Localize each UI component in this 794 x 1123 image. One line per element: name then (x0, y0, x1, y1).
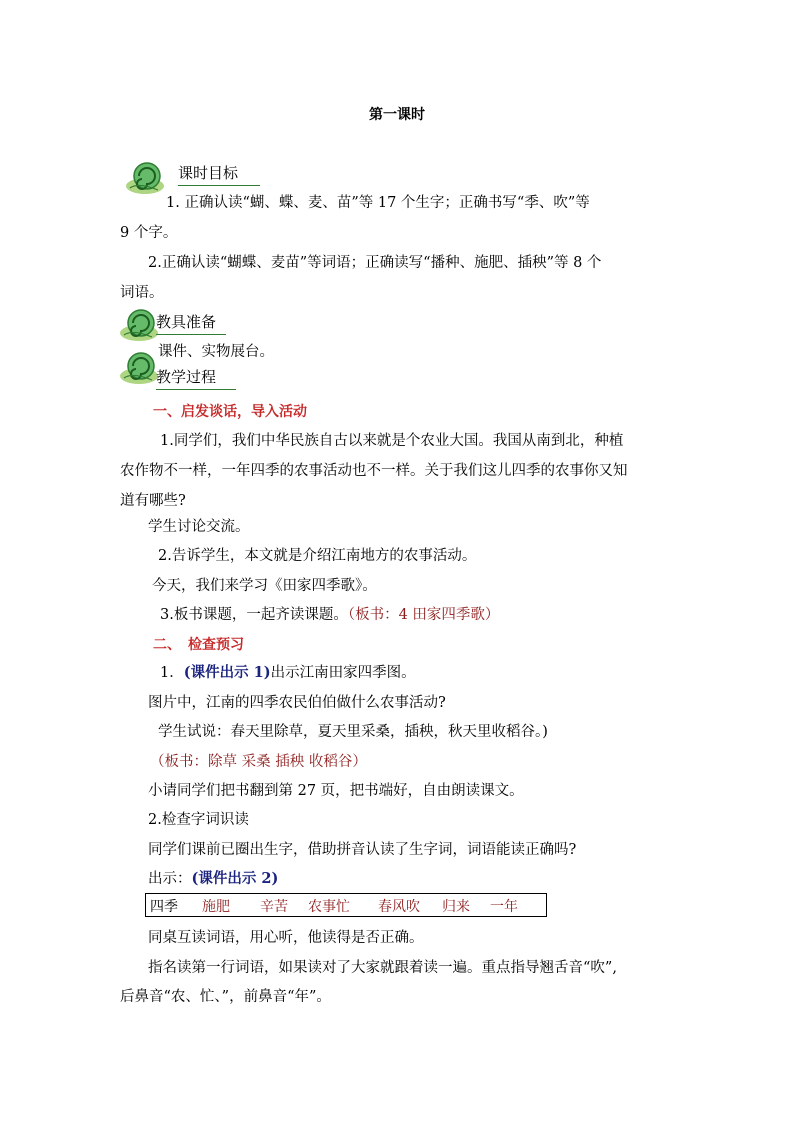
courseware-label-1: (课件出示 1) (183, 664, 271, 681)
courseware-label-2: (课件出示 2) (191, 870, 279, 887)
word-item: 四季 (150, 899, 178, 915)
goal-2-line2: 词语。 (120, 285, 164, 301)
part1-p5 (160, 605, 499, 625)
page-title: 第一课时 (369, 107, 425, 123)
section-heading-process: 教学过程 (156, 367, 236, 390)
part2-heading: 二、 检查预习 (153, 637, 244, 653)
part1-p4: 今天，我们来学习《田家四季歌》。 (152, 578, 377, 594)
part1-p3: 2.告诉学生，本文就是介绍江南地方的农事活动。 (158, 548, 477, 564)
snail-icon (118, 350, 160, 386)
word-item: 施肥 (202, 899, 230, 915)
goal-1-line2: 9 个字。 (120, 225, 178, 241)
part2-s3: 学生试说：春天里除草，夏天里采桑，插秧，秋天里收稻谷。) (158, 724, 548, 740)
word-item: 农事忙 (308, 899, 350, 915)
part2-s8-label: 出示： (148, 871, 192, 887)
part1-p1-line3: 道有哪些? (120, 493, 186, 509)
part1-p5-text: 3.板书课题，一起齐读课题。 (160, 607, 348, 623)
part2-s7: 同学们课前已圈出生字，借助拼音认读了生字词，词语能读正确吗? (148, 842, 577, 858)
word-item: 一年 (490, 899, 518, 915)
part2-s1 (160, 663, 416, 683)
snail-icon (124, 160, 166, 196)
part2-s10-line2: 后鼻音“农、忙、”，前鼻音“年”。 (120, 989, 331, 1005)
section-heading-goals: 课时目标 (178, 163, 260, 186)
part1-p1-line1: 1.同学们，我们中华民族自古以来就是个农业大国。我国从南到北，种植 (160, 433, 624, 449)
part2-s2: 图片中，江南的四季农民伯伯做什么农事活动? (148, 695, 446, 711)
part1-p1-line2: 农作物不一样，一年四季的农事活动也不一样。关于我们这儿四季的农事你又知 (120, 463, 628, 479)
word-box (145, 893, 547, 917)
part2-s1-text: 出示江南田家四季图。 (270, 665, 416, 681)
part2-s9: 同桌互读词语，用心听，他读得是否正确。 (148, 930, 424, 946)
part2-s10-line1: 指名读第一行词语，如果读对了大家就跟着读一遍。重点指导翘舌音“吹”, (148, 960, 617, 976)
word-item: 归来 (442, 899, 470, 915)
section-heading-prep: 教具准备 (156, 312, 226, 335)
part2-s1-num: 1． (160, 665, 184, 681)
goal-2-line1: 2.正确认读“蝴蝶、麦苗”等词语；正确读写“播种、施肥、插秧”等 8 个 (148, 255, 602, 271)
word-item: 春风吹 (378, 899, 420, 915)
board-note-title: （板书：4 田家四季歌） (347, 607, 500, 623)
part2-s6: 2.检查字词识读 (148, 812, 249, 828)
goal-1-line1: 1. 正确认读“蝴、蝶、麦、苗”等 17 个生字；正确书写“季、吹”等 (166, 195, 590, 211)
part1-heading: 一、启发谈话，导入活动 (153, 404, 307, 420)
prep-text: 课件、实物展台。 (158, 344, 274, 360)
part1-p2: 学生讨论交流。 (148, 519, 250, 535)
part2-s8 (148, 869, 278, 889)
snail-icon (118, 307, 160, 343)
board-note-farming: （板书：除草 采桑 插秧 收稻谷） (150, 754, 367, 770)
word-item: 辛苦 (260, 899, 288, 915)
part2-s5: 小请同学们把书翻到第 27 页，把书端好，自由朗读课文。 (148, 783, 524, 799)
